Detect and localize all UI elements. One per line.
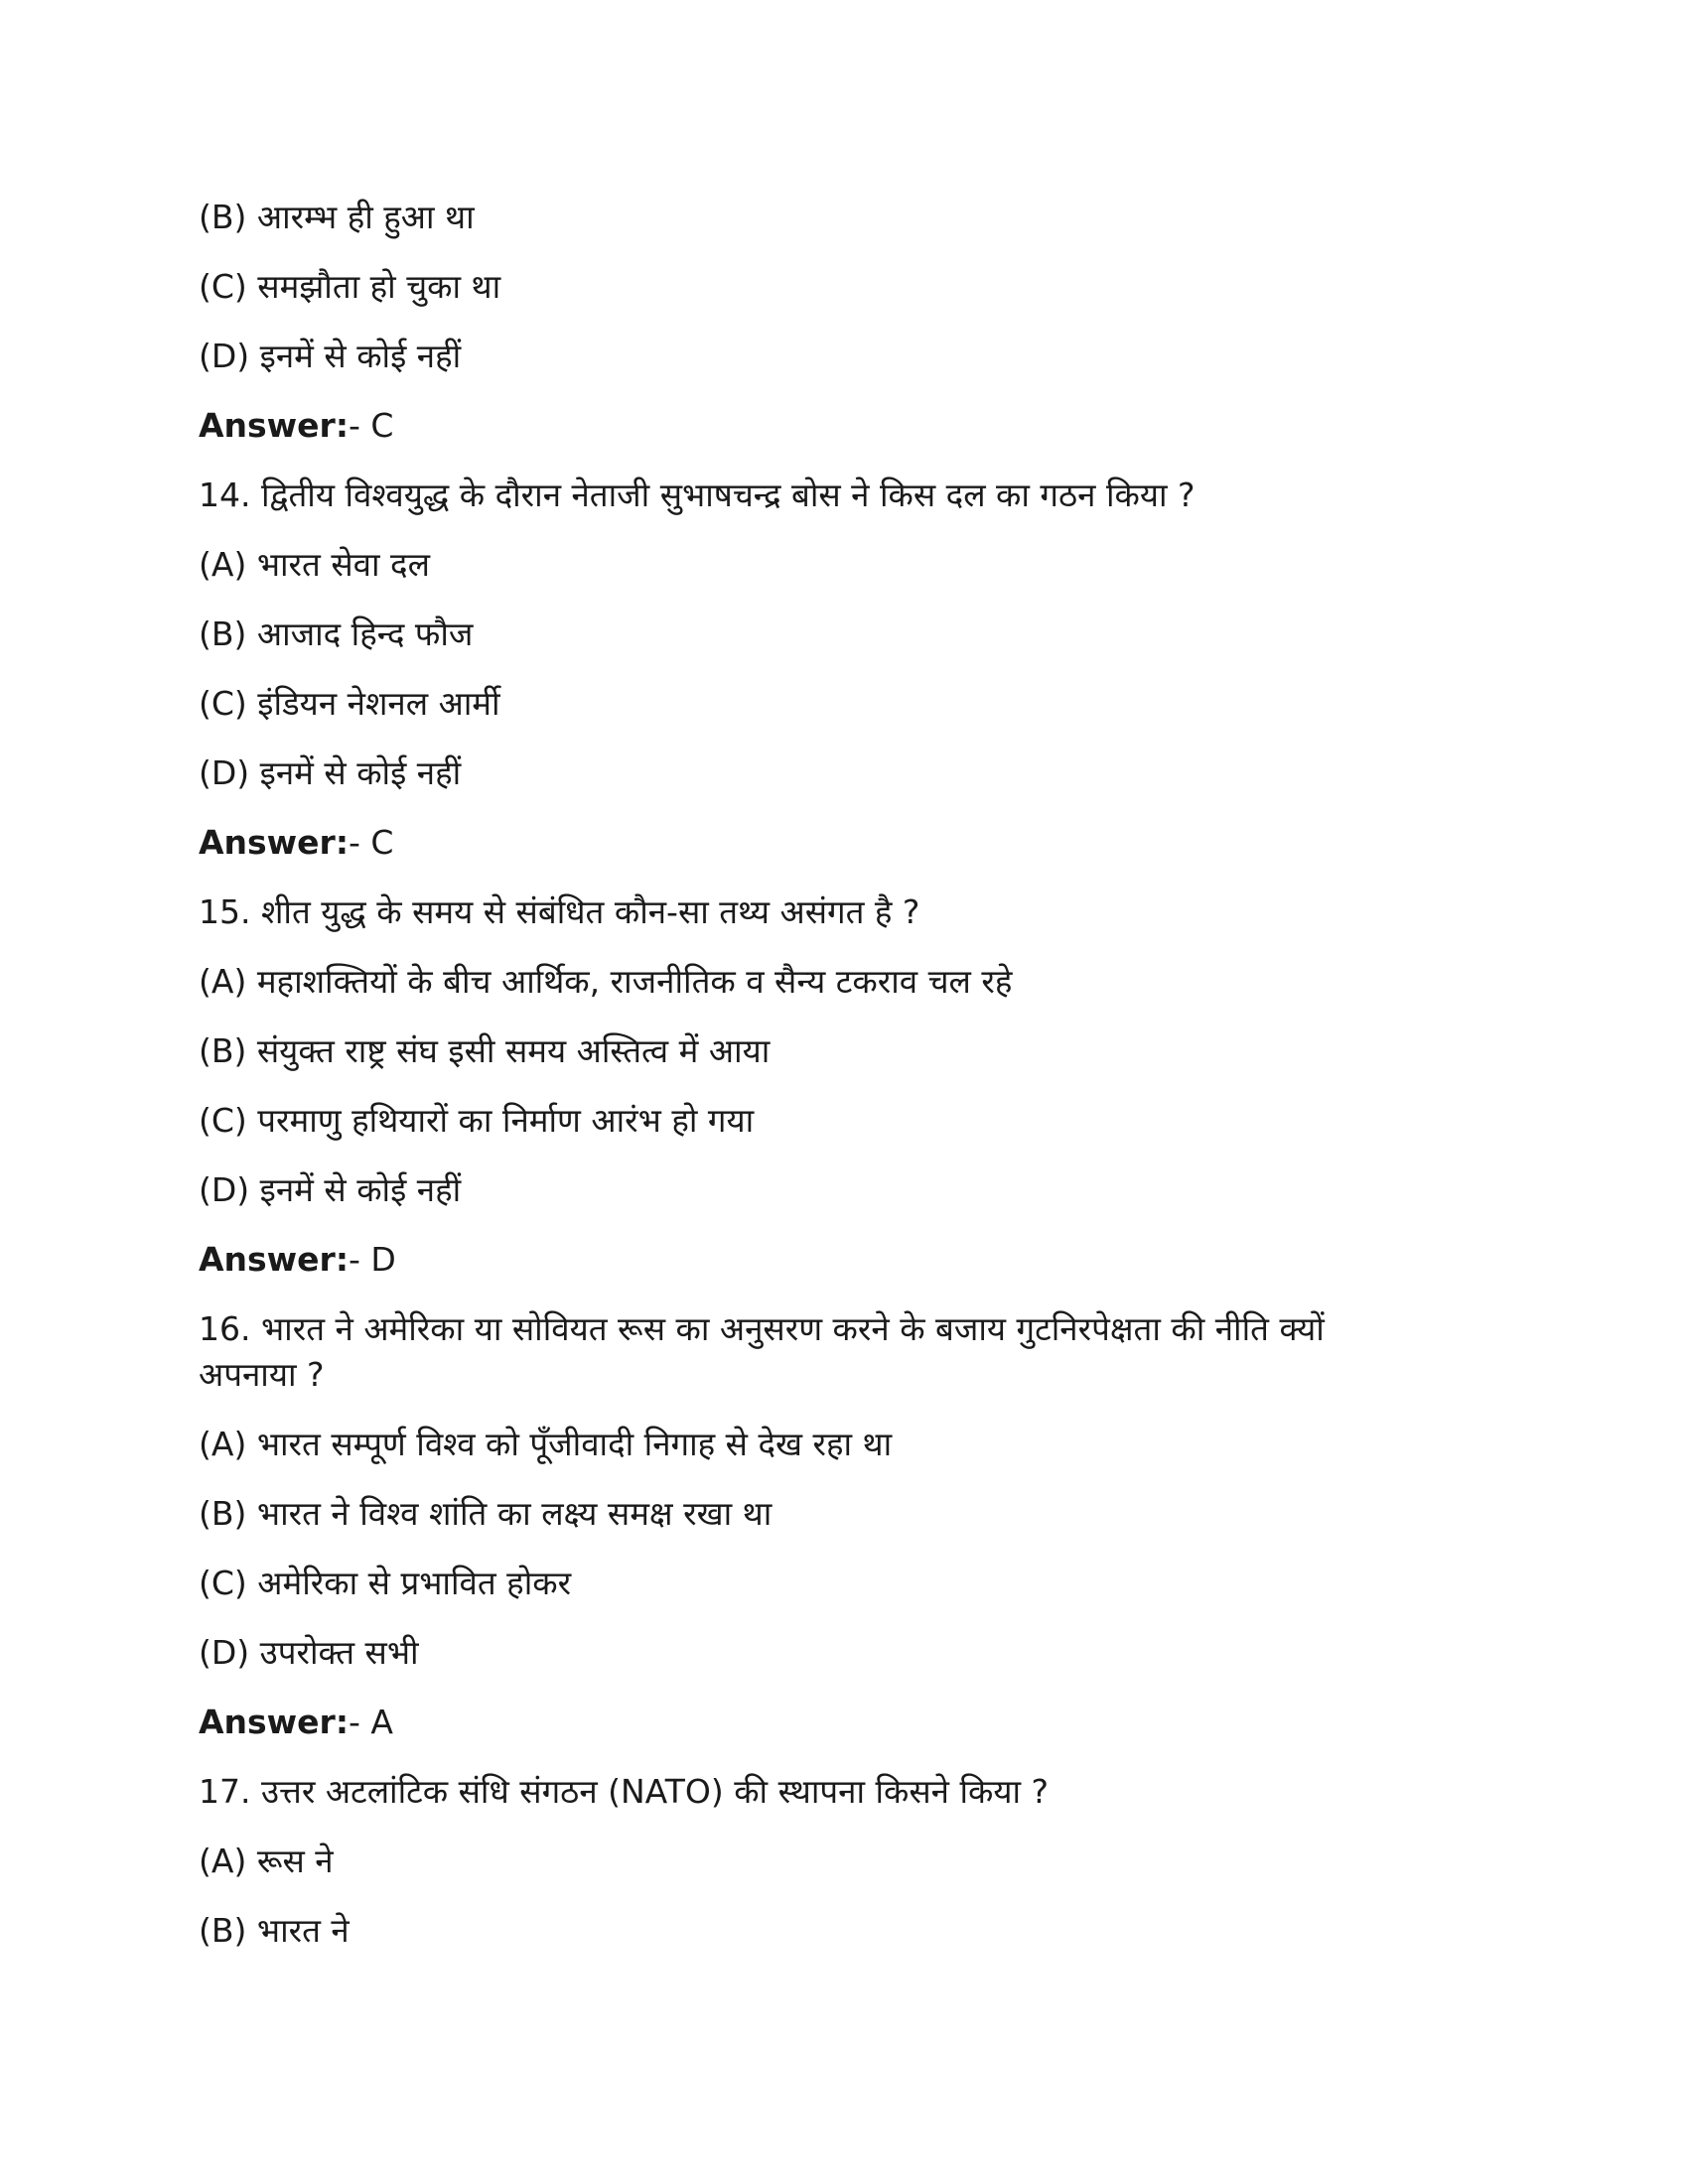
option-d: (D) इनमें से कोई नहीं [199,753,462,792]
answer-line [199,820,1430,866]
question-14 [199,473,1430,866]
option-c: (C) इंडियन नेशनल आर्मी [199,684,500,723]
question-17 [199,1769,1430,1954]
answer-line [199,403,1430,449]
option-b: (B) भारत ने विश्व शांति का लक्ष्य समक्ष रखा था [199,1494,773,1533]
question-text: 17. उत्तर अटलांटिक संधि संगठन (NATO) की स्थापना किसने किया ? [199,1772,1050,1811]
option-b: (B) आरम्भ ही हुआ था [199,198,475,236]
answer-value: - C [349,823,394,862]
option-a: (A) भारत सेवा दल [199,545,430,584]
answer-line [199,1700,1430,1745]
option-c: (C) समझौता हो चुका था [199,267,501,306]
answer-label: Answer: [199,823,350,862]
question-text: 14. द्वितीय विश्वयुद्ध के दौरान नेताजी सुभाषचन्द्र बोस ने किस दल का गठन किया ? [199,476,1196,514]
question-15 [199,889,1430,1283]
option-b: (B) संयुक्त राष्ट्र संघ इसी समय अस्तित्व में आया [199,1031,771,1070]
answer-value: - D [349,1240,396,1279]
option-a: (A) महाशक्तियों के बीच आर्थिक, राजनीतिक व सैन्य टकराव चल रहे [199,962,1013,1001]
answer-label: Answer: [199,406,350,445]
question-16 [199,1306,1430,1745]
option-a: (A) भारत सम्पूर्ण विश्व को पूँजीवादी निगाह से देख रहा था [199,1425,893,1463]
answer-label: Answer: [199,1703,350,1741]
answer-line [199,1237,1430,1283]
question-text: 15. शीत युद्ध के समय से संबंधित कौन-सा तथ्य असंगत है ? [199,892,920,931]
option-b: (B) भारत ने [199,1911,350,1950]
option-c: (C) परमाणु हथियारों का निर्माण आरंभ हो गया [199,1101,755,1140]
answer-value: - C [349,406,394,445]
option-d: (D) उपरोक्त सभी [199,1633,419,1672]
answer-label: Answer: [199,1240,350,1279]
option-d: (D) इनमें से कोई नहीं [199,1170,462,1209]
option-a: (A) रूस ने [199,1842,334,1880]
question-13-continuation [199,195,1430,449]
option-d: (D) इनमें से कोई नहीं [199,337,462,375]
document-page [199,195,1430,1978]
option-c: (C) अमेरिका से प्रभावित होकर [199,1564,572,1602]
question-text: 16. भारत ने अमेरिका या सोवियत रूस का अनुसरण करने के बजाय गुटनिरपेक्षता की नीति क्यों अपनाया ? [199,1309,1325,1394]
option-b: (B) आजाद हिन्द फौज [199,614,474,653]
answer-value: - A [349,1703,393,1741]
